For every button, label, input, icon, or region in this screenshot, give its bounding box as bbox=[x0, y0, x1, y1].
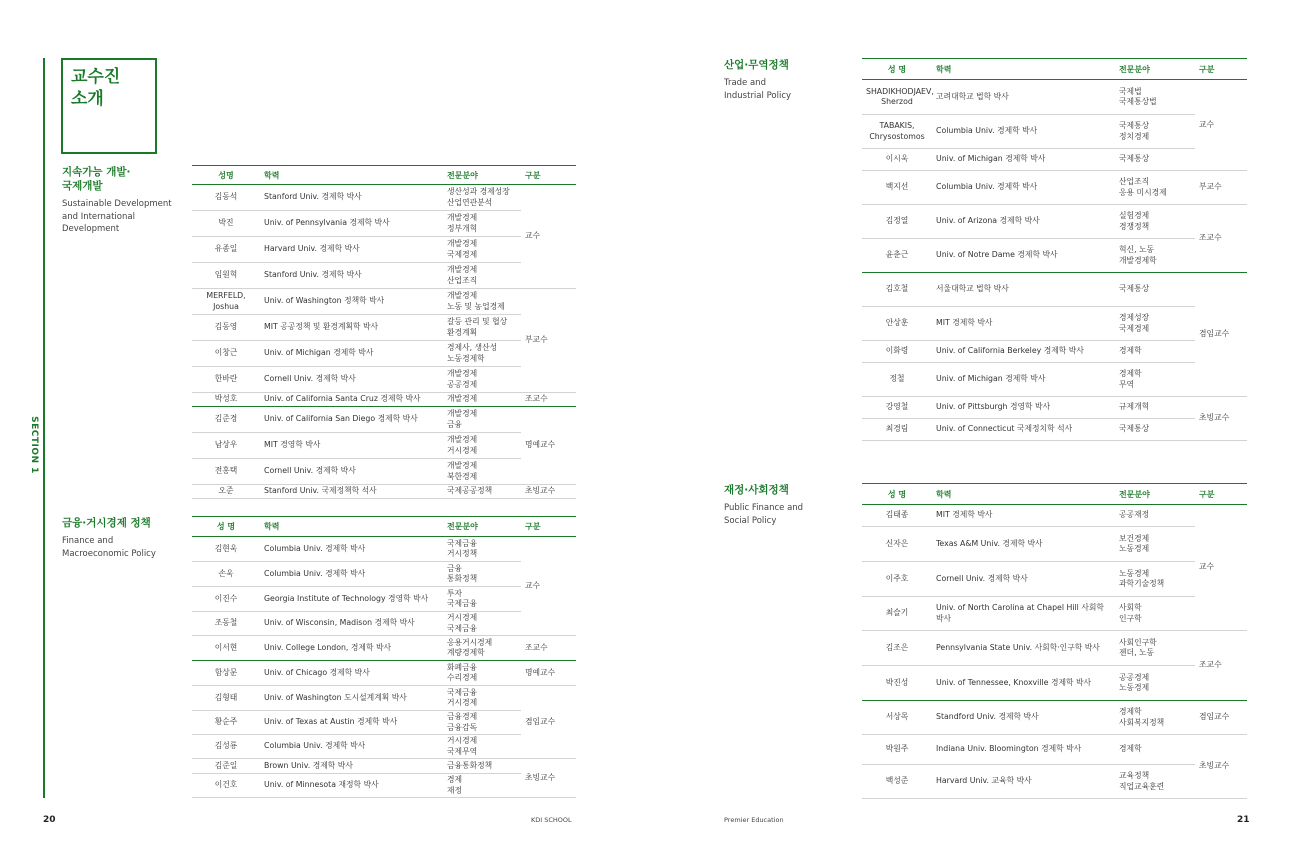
table-row bbox=[192, 433, 576, 459]
faculty-name: 김성룡 bbox=[192, 735, 260, 759]
header-name: 성 명 bbox=[862, 59, 932, 80]
faculty-degree: Univ. of Notre Dame 경제학 박사 bbox=[932, 239, 1115, 273]
table-row bbox=[192, 562, 576, 587]
faculty-name: 백성준 bbox=[862, 765, 932, 799]
table-row bbox=[192, 774, 576, 798]
faculty-degree: Univ. of Connecticut 국제정치학 석사 bbox=[932, 419, 1115, 441]
table-row bbox=[862, 80, 1247, 115]
faculty-field: 국제금융 거시정책 bbox=[443, 537, 521, 562]
faculty-name: 한바란 bbox=[192, 367, 260, 393]
faculty-field: 개발경제 공공경제 bbox=[443, 367, 521, 393]
faculty-field: 공공재정 bbox=[1115, 505, 1195, 527]
faculty-field: 거시경제 국제무역 bbox=[443, 735, 521, 759]
table-row bbox=[192, 612, 576, 636]
header-name: 성 명 bbox=[862, 484, 932, 505]
table-row bbox=[862, 701, 1247, 735]
header-degree: 학력 bbox=[260, 166, 443, 185]
faculty-field: 금융통화정책 bbox=[443, 759, 521, 774]
faculty-name: 이주호 bbox=[862, 562, 932, 597]
table-row bbox=[862, 562, 1247, 597]
section-header-finance bbox=[62, 516, 187, 560]
table-row bbox=[192, 537, 576, 562]
faculty-degree: Univ. of Chicago 경제학 박사 bbox=[260, 661, 443, 686]
faculty-degree: Univ. of Tennessee, Knoxville 경제학 박사 bbox=[932, 666, 1115, 701]
faculty-degree: Univ. of Wisconsin, Madison 경제학 박사 bbox=[260, 612, 443, 636]
faculty-field: 개발경제 거시경제 bbox=[443, 433, 521, 459]
faculty-field: 규제개혁 bbox=[1115, 397, 1195, 419]
page-title-line2: 소개 bbox=[71, 89, 104, 109]
faculty-field: 개발경제 산업조직 bbox=[443, 263, 521, 289]
faculty-field: 개발경제 북한경제 bbox=[443, 459, 521, 485]
faculty-degree: Columbia Univ. 경제학 박사 bbox=[932, 115, 1115, 149]
faculty-degree: Columbia Univ. 경제학 박사 bbox=[260, 562, 443, 587]
section-title-ko: 재정·사회정책 bbox=[724, 484, 789, 496]
table-row bbox=[192, 289, 576, 315]
faculty-rank: 부교수 bbox=[521, 289, 576, 393]
faculty-degree: 서울대학교 법학 박사 bbox=[932, 273, 1115, 307]
faculty-degree: Univ. of Texas at Austin 경제학 박사 bbox=[260, 711, 443, 735]
faculty-field: 혁신, 노동 개발경제학 bbox=[1115, 239, 1195, 273]
faculty-name: 임원혁 bbox=[192, 263, 260, 289]
table-row bbox=[192, 407, 576, 433]
table-row bbox=[862, 505, 1247, 527]
faculty-field: 갈등 관리 및 협상 환경계획 bbox=[443, 315, 521, 341]
faculty-name: 김동영 bbox=[192, 315, 260, 341]
faculty-name: 김정열 bbox=[862, 205, 932, 239]
faculty-degree: Univ. of Michigan 경제학 박사 bbox=[932, 363, 1115, 397]
section-title-en: Trade and Industrial Policy bbox=[724, 78, 792, 101]
faculty-field: 산업조직 응용 미시경제 bbox=[1115, 171, 1195, 205]
faculty-field: 개발경제 노동 및 농업경제 bbox=[443, 289, 521, 315]
faculty-name: 김현욱 bbox=[192, 537, 260, 562]
faculty-rank: 초빙교수 bbox=[1195, 397, 1247, 441]
faculty-name: 정철 bbox=[862, 363, 932, 397]
faculty-degree: Harvard Univ. 경제학 박사 bbox=[260, 237, 443, 263]
faculty-name: 남상우 bbox=[192, 433, 260, 459]
table-row bbox=[862, 419, 1247, 441]
table-row bbox=[862, 273, 1247, 307]
faculty-name: 최슬기 bbox=[862, 597, 932, 631]
table-row bbox=[192, 587, 576, 612]
table-row bbox=[192, 759, 576, 774]
faculty-name: 윤춘근 bbox=[862, 239, 932, 273]
table-row bbox=[192, 263, 576, 289]
faculty-field: 실험경제 경쟁정책 bbox=[1115, 205, 1195, 239]
section-label: SECTION 1 bbox=[29, 416, 39, 474]
faculty-degree: Univ. of North Carolina at Chapel Hill 사회학 박사 bbox=[932, 597, 1115, 631]
faculty-degree: Stanford Univ. 경제학 박사 bbox=[260, 185, 443, 211]
faculty-degree: Univ. of California Berkeley 경제학 박사 bbox=[932, 341, 1115, 363]
header-rank: 구분 bbox=[1195, 484, 1247, 505]
table-row bbox=[862, 735, 1247, 765]
section-rule bbox=[43, 58, 45, 798]
faculty-rank: 교수 bbox=[521, 185, 576, 289]
faculty-field: 경제성장 국제경제 bbox=[1115, 307, 1195, 341]
table-row bbox=[862, 205, 1247, 239]
section-title-ko: 지속가능 개발· 국제개발 bbox=[62, 166, 131, 192]
table-row bbox=[192, 367, 576, 393]
faculty-name: 김조은 bbox=[862, 631, 932, 666]
faculty-degree: MIT 공공정책 및 환경계획학 박사 bbox=[260, 315, 443, 341]
faculty-name: 오준 bbox=[192, 485, 260, 499]
faculty-field: 경제학 bbox=[1115, 341, 1195, 363]
header-degree: 학력 bbox=[932, 59, 1115, 80]
faculty-field: 개발경제 정부개혁 bbox=[443, 211, 521, 237]
table-row bbox=[192, 711, 576, 735]
page-title-line1: 교수진 bbox=[71, 67, 121, 87]
faculty-name: 박진성 bbox=[862, 666, 932, 701]
faculty-name: 황순주 bbox=[192, 711, 260, 735]
faculty-degree: Georgia Institute of Technology 경영학 박사 bbox=[260, 587, 443, 612]
faculty-field: 경제 재정 bbox=[443, 774, 521, 798]
faculty-name: 박원주 bbox=[862, 735, 932, 765]
table-row bbox=[862, 363, 1247, 397]
table-row bbox=[862, 341, 1247, 363]
faculty-degree: Univ. of Arizona 경제학 박사 bbox=[932, 205, 1115, 239]
section-title-ko: 금융·거시경제 정책 bbox=[62, 517, 151, 529]
faculty-name: 백지선 bbox=[862, 171, 932, 205]
faculty-field: 거시경제 국제금융 bbox=[443, 612, 521, 636]
header-field: 전문분야 bbox=[443, 166, 521, 185]
faculty-degree: Columbia Univ. 경제학 박사 bbox=[260, 537, 443, 562]
faculty-name: 이서현 bbox=[192, 636, 260, 661]
faculty-degree: Univ. of Minnesota 재정학 박사 bbox=[260, 774, 443, 798]
faculty-name: 서상목 bbox=[862, 701, 932, 735]
faculty-table-industry bbox=[862, 58, 1247, 441]
table-row bbox=[192, 341, 576, 367]
section-header-industry bbox=[724, 58, 844, 102]
faculty-rank: 초빙교수 bbox=[1195, 735, 1247, 799]
faculty-degree: Univ. of California San Diego 경제학 박사 bbox=[260, 407, 443, 433]
faculty-name: 이건호 bbox=[192, 774, 260, 798]
faculty-field: 국제통상 bbox=[1115, 273, 1195, 307]
faculty-name: 조동철 bbox=[192, 612, 260, 636]
table-row bbox=[192, 661, 576, 686]
faculty-degree: Univ. of Pennsylvania 경제학 박사 bbox=[260, 211, 443, 237]
header-name: 성 명 bbox=[192, 517, 260, 537]
table-row bbox=[862, 597, 1247, 631]
faculty-name: MERFELD, Joshua bbox=[192, 289, 260, 315]
faculty-field: 국제금융 거시경제 bbox=[443, 686, 521, 711]
faculty-field: 국제통상 bbox=[1115, 419, 1195, 441]
header-field: 전문분야 bbox=[443, 517, 521, 537]
faculty-degree: Standford Univ. 경제학 박사 bbox=[932, 701, 1115, 735]
faculty-degree: Harvard Univ. 교육학 박사 bbox=[932, 765, 1115, 799]
faculty-rank: 교수 bbox=[521, 537, 576, 636]
faculty-field: 공공경제 노동경제 bbox=[1115, 666, 1195, 701]
faculty-name: 이화령 bbox=[862, 341, 932, 363]
faculty-degree: Univ. College London, 경제학 박사 bbox=[260, 636, 443, 661]
table-row bbox=[192, 636, 576, 661]
footer-left-text: KDI SCHOOL bbox=[531, 816, 572, 824]
page-number-left: 20 bbox=[43, 815, 56, 825]
faculty-rank: 교수 bbox=[1195, 505, 1247, 631]
table-row bbox=[862, 765, 1247, 799]
faculty-degree: Brown Univ. 경제학 박사 bbox=[260, 759, 443, 774]
faculty-name: TABAKIS, Chrysostomos bbox=[862, 115, 932, 149]
faculty-degree: Pennsylvania State Univ. 사회학·인구학 박사 bbox=[932, 631, 1115, 666]
header-rank: 구분 bbox=[521, 166, 576, 185]
faculty-degree: Cornell Univ. 경제학 박사 bbox=[260, 459, 443, 485]
table-row bbox=[192, 211, 576, 237]
faculty-rank: 조교수 bbox=[1195, 205, 1247, 273]
header-name: 성명 bbox=[192, 166, 260, 185]
table-row bbox=[862, 397, 1247, 419]
faculty-degree: Univ. of Michigan 경제학 박사 bbox=[932, 149, 1115, 171]
faculty-field: 금융 통화정책 bbox=[443, 562, 521, 587]
faculty-degree: Stanford Univ. 경제학 박사 bbox=[260, 263, 443, 289]
faculty-degree: MIT 경영학 박사 bbox=[260, 433, 443, 459]
faculty-rank: 겸임교수 bbox=[1195, 273, 1247, 397]
table-row bbox=[862, 631, 1247, 666]
faculty-field: 사회인구학 젠더, 노동 bbox=[1115, 631, 1195, 666]
faculty-field: 보건경제 노동경제 bbox=[1115, 527, 1195, 562]
table-row bbox=[862, 239, 1247, 273]
faculty-degree: Cornell Univ. 경제학 박사 bbox=[932, 562, 1115, 597]
faculty-field: 경제학 사회복지정책 bbox=[1115, 701, 1195, 735]
table-row bbox=[192, 686, 576, 711]
faculty-field: 개발경제 bbox=[443, 393, 521, 407]
faculty-name: 이창근 bbox=[192, 341, 260, 367]
faculty-degree: MIT 경제학 박사 bbox=[932, 505, 1115, 527]
faculty-field: 경제사, 생산성 노동경제학 bbox=[443, 341, 521, 367]
section-header-public bbox=[724, 483, 844, 527]
header-rank: 구분 bbox=[1195, 59, 1247, 80]
section-title-en: Sustainable Development and International Development bbox=[62, 199, 172, 234]
faculty-degree: Univ. of Pittsburgh 경영학 박사 bbox=[932, 397, 1115, 419]
faculty-field: 국제법 국제통상법 bbox=[1115, 80, 1195, 115]
faculty-degree: Texas A&M Univ. 경제학 박사 bbox=[932, 527, 1115, 562]
faculty-name: 손욱 bbox=[192, 562, 260, 587]
faculty-degree: Cornell Univ. 경제학 박사 bbox=[260, 367, 443, 393]
page-title-box bbox=[61, 58, 157, 154]
faculty-field: 경제학 bbox=[1115, 735, 1195, 765]
section-title-en: Finance and Macroeconomic Policy bbox=[62, 536, 156, 559]
faculty-field: 국제공공정책 bbox=[443, 485, 521, 499]
faculty-name: 이진수 bbox=[192, 587, 260, 612]
faculty-name: SHADIKHODJAEV, Sherzod bbox=[862, 80, 932, 115]
table-row bbox=[192, 185, 576, 211]
faculty-degree: Univ. of Michigan 경제학 박사 bbox=[260, 341, 443, 367]
faculty-rank: 초빙교수 bbox=[521, 485, 576, 499]
table-row bbox=[192, 485, 576, 499]
faculty-degree: MIT 경제학 박사 bbox=[932, 307, 1115, 341]
faculty-name: 김준경 bbox=[192, 407, 260, 433]
table-row bbox=[862, 115, 1247, 149]
faculty-rank: 겸임교수 bbox=[521, 686, 576, 759]
faculty-field: 개발경제 금융 bbox=[443, 407, 521, 433]
faculty-field: 개발경제 국제경제 bbox=[443, 237, 521, 263]
faculty-name: 김형태 bbox=[192, 686, 260, 711]
faculty-name: 김호철 bbox=[862, 273, 932, 307]
faculty-name: 안상훈 bbox=[862, 307, 932, 341]
faculty-degree: Univ. of Washington 도시설계계획 박사 bbox=[260, 686, 443, 711]
table-row bbox=[192, 459, 576, 485]
header-degree: 학력 bbox=[932, 484, 1115, 505]
faculty-name: 김준일 bbox=[192, 759, 260, 774]
faculty-field: 경제학 무역 bbox=[1115, 363, 1195, 397]
faculty-rank: 부교수 bbox=[1195, 171, 1247, 205]
faculty-field: 금융경제 금융감독 bbox=[443, 711, 521, 735]
table-row bbox=[862, 527, 1247, 562]
faculty-degree: 고려대학교 법학 박사 bbox=[932, 80, 1115, 115]
faculty-rank: 조교수 bbox=[521, 393, 576, 407]
table-row bbox=[192, 735, 576, 759]
faculty-rank: 명예교수 bbox=[521, 407, 576, 485]
faculty-degree: Indiana Univ. Bloomington 경제학 박사 bbox=[932, 735, 1115, 765]
faculty-table-finance bbox=[192, 516, 576, 798]
faculty-name: 김태종 bbox=[862, 505, 932, 527]
faculty-table-public bbox=[862, 483, 1247, 799]
faculty-degree: Univ. of California Santa Cruz 경제학 박사 bbox=[260, 393, 443, 407]
faculty-field: 국제통상 정치경제 bbox=[1115, 115, 1195, 149]
table-row bbox=[862, 149, 1247, 171]
faculty-name: 전홍택 bbox=[192, 459, 260, 485]
footer-right-text: Premier Education bbox=[724, 816, 784, 824]
table-row bbox=[862, 666, 1247, 701]
faculty-name: 박성호 bbox=[192, 393, 260, 407]
faculty-name: 신자은 bbox=[862, 527, 932, 562]
table-row bbox=[192, 237, 576, 263]
faculty-name: 강영철 bbox=[862, 397, 932, 419]
faculty-field: 생산성과 경제성장 산업연관분석 bbox=[443, 185, 521, 211]
section-title-ko: 산업·무역정책 bbox=[724, 59, 789, 71]
faculty-field: 국제통상 bbox=[1115, 149, 1195, 171]
faculty-field: 사회학 인구학 bbox=[1115, 597, 1195, 631]
faculty-rank: 교수 bbox=[1195, 80, 1247, 171]
faculty-field: 교육정책 직업교육훈련 bbox=[1115, 765, 1195, 799]
faculty-rank: 명예교수 bbox=[521, 661, 576, 686]
header-degree: 학력 bbox=[260, 517, 443, 537]
faculty-table-sustainable bbox=[192, 165, 576, 499]
header-field: 전문분야 bbox=[1115, 484, 1195, 505]
faculty-name: 유종일 bbox=[192, 237, 260, 263]
faculty-rank: 초빙교수 bbox=[521, 759, 576, 798]
faculty-field: 응용거시경제 계량경제학 bbox=[443, 636, 521, 661]
faculty-degree: Univ. of Washington 정책학 박사 bbox=[260, 289, 443, 315]
faculty-field: 투자 국제금융 bbox=[443, 587, 521, 612]
table-row bbox=[192, 393, 576, 407]
faculty-rank: 조교수 bbox=[521, 636, 576, 661]
faculty-rank: 겸임교수 bbox=[1195, 701, 1247, 735]
faculty-degree: Columbia Univ. 경제학 박사 bbox=[932, 171, 1115, 205]
faculty-degree: Stanford Univ. 국제정책학 석사 bbox=[260, 485, 443, 499]
faculty-name: 최경림 bbox=[862, 419, 932, 441]
faculty-field: 화폐금융 수리경제 bbox=[443, 661, 521, 686]
section-title-en: Public Finance and Social Policy bbox=[724, 503, 804, 526]
page-number-right: 21 bbox=[1237, 815, 1250, 825]
table-row bbox=[192, 315, 576, 341]
table-row bbox=[862, 307, 1247, 341]
faculty-name: 이시욱 bbox=[862, 149, 932, 171]
table-row bbox=[862, 171, 1247, 205]
faculty-degree: Columbia Univ. 경제학 박사 bbox=[260, 735, 443, 759]
faculty-rank: 조교수 bbox=[1195, 631, 1247, 701]
faculty-field: 노동경제 과학기술정책 bbox=[1115, 562, 1195, 597]
faculty-name: 함상문 bbox=[192, 661, 260, 686]
faculty-name: 박진 bbox=[192, 211, 260, 237]
section-header-sustainable bbox=[62, 165, 182, 236]
faculty-name: 김동석 bbox=[192, 185, 260, 211]
header-field: 전문분야 bbox=[1115, 59, 1195, 80]
header-rank: 구분 bbox=[521, 517, 576, 537]
